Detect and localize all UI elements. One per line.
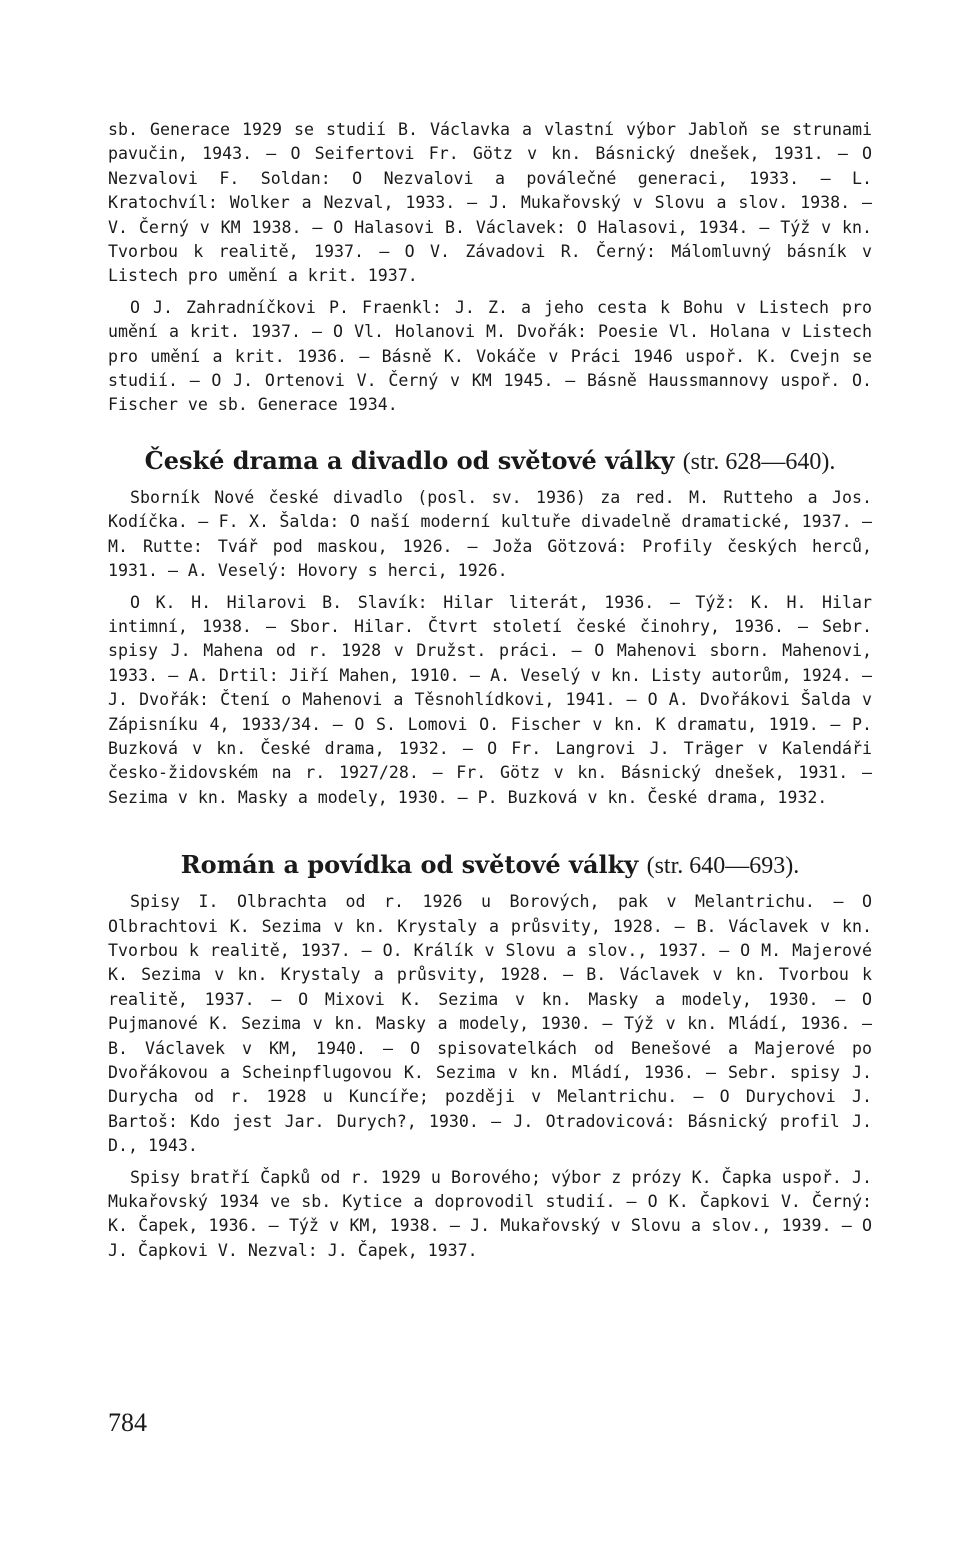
novel-paragraph-1: Spisy I. Olbrachta od r. 1926 u Borových, pak v Melantrichu. — O Olbrachtovi K. Sezima v kn. Krystaly a průsvity, 1928. — B. Václavek v kn. Tvorbou k realitě, 1937. — O. Králík v Slovu a slov., 1937. — O M. Majerové K. Sezima v kn. Krystaly a průsvity, 1928. — B. Václavek v kn. Tvorbou k realitě, 1937. — O Mixovi K. Sezima v kn. Masky a modely, 1930. — O Pujmanové K. Sezima v kn. Masky a modely, 1930. — Týž v kn. Mládí, 1936. — B. Václavek v KM, 1940. — O spisovatelkách od Benešové a Majerové po Dvořákovou a Scheinpflugovou K. Sezima v kn. Mládí, 1936. — Sebr. spisy J. Durycha od r. 1928 u Kuncíře; později v Melantrichu. — O Durychovi J. Bartoš: Kdo jest Jar. Durych?, 1930. — J. Otradovicová: Básnický profil J. D., 1943. <box>108 892 872 1156</box>
page-number: 784 <box>108 1408 147 1437</box>
drama-paragraph-2: O K. H. Hilarovi B. Slavík: Hilar literát, 1936. — Týž: K. H. Hilar intimní, 1938. — Sbor. Hilar. Čtvrt století české činohry, 1936. — Sebr. spisy J. Mahena od r. 1928 v Družst. práci. — O Mahenovi sborn. Mahenovi, 1933. — A. Drtil: Jiří Mahen, 1910. — A. Veselý v kn. Listy autorům, 1924. — J. Dvořák: Čtení o Mahenovi a Těsnohlídkovi, 1941. — O A. Dvořákovi Šalda v Zápisníku 4, 1933/34. — O S. Lomovi O. Fischer v kn. K dramatu, 1919. — P. Buzková v kn. České drama, 1932. — O Fr. Langrovi J. Träger v Kalendáři česko-židovském na r. 1927/28. — Fr. Götz v kn. Básnický dnešek, 1931. — Sezima v kn. Masky a modely, 1930. — P. Buzková v kn. České drama, 1932. <box>108 592 872 807</box>
novel-paragraph-2: Spisy bratří Čapků od r. 1929 u Borového; výbor z prózy K. Čapka uspoř. J. Mukařovský 1934 ve sb. Kytice a doprovodil studií. — O K. Čapkovi V. Černý: K. Čapek, 1936. — Týž v KM, 1938. — J. Mukařovský v Slovu a slov., 1939. — O J. Čapkovi V. Nezval: J. Čapek, 1937. <box>108 1167 872 1260</box>
page-body <box>108 118 872 1263</box>
section-pages-drama: (str. 628—640). <box>682 448 836 475</box>
section-title-drama: České drama a divadlo od světové války <box>144 445 675 475</box>
drama-paragraph-1: Sborník Nové české divadlo (posl. sv. 1936) za red. M. Rutteho a Jos. Kodíčka. — F. X. Šalda: O naší moderní kultuře divadelně dramatické, 1937. — M. Rutte: Tvář pod maskou, 1926. — Joža Götzová: Profily českých herců, 1931. — A. Veselý: Hovory s herci, 1926. <box>108 487 872 581</box>
intro-paragraph-1: sb. Generace 1929 se studií B. Václavka a vlastní výbor Jabloň se strunami pavučin, 1943. — O Seifertovi Fr. Götz v kn. Básnický dnešek, 1931. — O Nezvalovi F. Soldan: O Nezvalovi a poválečné generaci, 1933. — L. Kratochvíl: Wolker a Nezval, 1933. — J. Mukařovský v Slovu a slov. 1938. — V. Černý v KM 1938. — O Halasovi B. Václavek: O Halasovi, 1934. — Týž v kn. Tvorbou k realitě, 1937. — O V. Závadovi R. Černý: Málomluvný básník v Listech pro umění a krit. 1937. <box>108 120 872 286</box>
section-heading-novel <box>108 850 872 881</box>
section-title-novel: Román a povídka od světové války <box>180 850 639 880</box>
section-heading-drama <box>108 446 872 477</box>
intro-paragraph-2: O J. Zahradníčkovi P. Fraenkl: J. Z. a jeho cesta k Bohu v Listech pro umění a krit. 1937. — O Vl. Holanovi M. Dvořák: Poesie Vl. Holana v Listech pro umění a krit. 1936. — Básně K. Vokáče v Práci 1946 uspoř. K. Cvejn se studií. — O J. Ortenovi V. Černý v KM 1945. — Básně Haussmannovy uspoř. O. Fischer ve sb. Generace 1934. <box>108 297 872 415</box>
section-pages-novel: (str. 640—693). <box>646 853 800 880</box>
